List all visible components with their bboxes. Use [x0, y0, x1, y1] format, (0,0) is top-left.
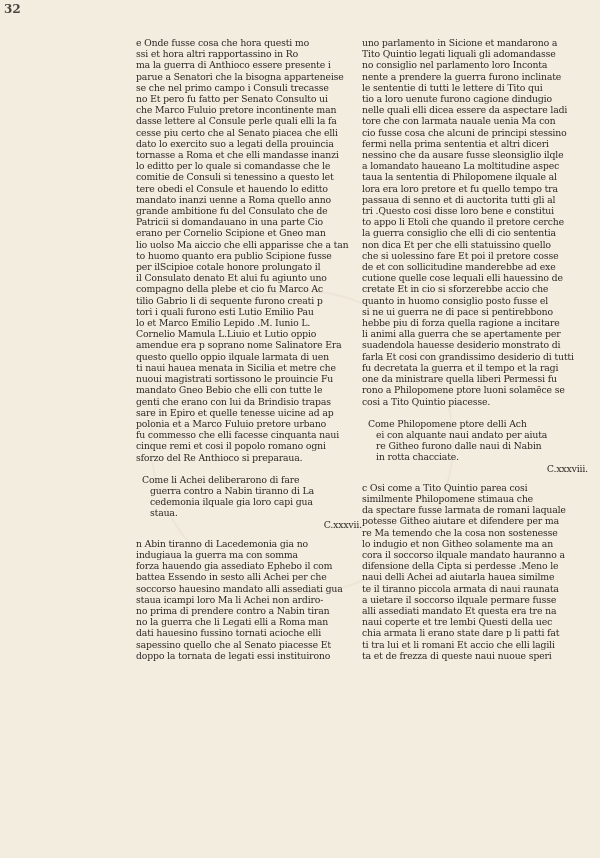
text-line: hebbe piu di forza quella ragione a incitare [362, 318, 560, 330]
text-line: cesse piu certo che al Senato piacea che elli [136, 127, 338, 139]
text-line: tere obedi el Consule et hauendo lo editto [136, 183, 328, 195]
text-line: cutione quelle cose lequali elli hauessino de [362, 273, 563, 285]
text-line: ti naui hauea menata in Sicilia et metre che [136, 362, 336, 374]
text-line: ma la guerra di Anthioco essere presente i [136, 60, 331, 72]
text-line: no la guerra che li Legati elli a Roma man [136, 617, 329, 629]
text-line: la guerra consiglio che elli di cio sententia [362, 228, 556, 240]
text-line: re Ma temendo che la cosa non sostenesse [362, 527, 558, 539]
text-line: nente a prendere la guerra furono inclinate [362, 71, 562, 83]
text-line: potesse Githeo aiutare et difendere per ma [362, 516, 559, 528]
text-line: non dica Et per che elli statuissino quello [362, 239, 551, 251]
text-line: to appo li Etoli che quando il pretore cerche [362, 217, 564, 229]
text-line: polonia et a Marco Fuluio pretore urbano [136, 418, 327, 430]
text-line: nelle quali elli dicea essere da aspectare ladi [362, 105, 568, 117]
text-line: Cornelio Mamula L.Liuio et Lutio oppio [136, 329, 317, 341]
text-line: c Osi come a Tito Quintio parea cosi [362, 482, 528, 494]
text-line: cosi a Tito Quintio piacesse. [362, 396, 491, 408]
text-line: fu commesso che elli facesse cinquanta naui [136, 430, 340, 442]
heading-line: staua. [150, 508, 178, 520]
text-line: farla Et cosi con grandissimo desiderio di tutti [362, 351, 574, 363]
right-paragraph-2 [362, 483, 594, 662]
text-line: ti tra lui et li romani Et accio che elli lagili [362, 639, 555, 651]
text-line: suadendola hauesse desiderio monstrato di [362, 340, 561, 352]
text-line: comitie de Consuli si tenessino a questo let [136, 172, 334, 184]
text-line: nuoui magistrati sortissono le prouincie Fu [136, 374, 334, 386]
text-line: per ilScipioe cotale honore prolungato il [136, 262, 321, 274]
text-line: dasse lettere al Consule perle quali elli la fa [136, 116, 337, 128]
text-line: forza hauendo gia assediato Ephebo il com [136, 561, 333, 573]
text-line: lora era loro pretore et fu quello tempo tra [362, 183, 558, 195]
text-line: genti che erano con lui da Brindisio trapas [136, 396, 331, 408]
text-line: compagno della plebe et cio fu Marco Ac [136, 284, 323, 296]
text-line: a uietare il soccorso ilquale permare fusse [362, 594, 557, 606]
heading-line: re Githeo furono dalle naui di Nabin [376, 441, 542, 453]
text-line: fermi nella prima sententia et altri diceri [362, 138, 549, 150]
text-line: one da ministrare quella liberi Permessi fu [362, 374, 557, 386]
text-line: grande ambitione fu del Consulato che de [136, 206, 328, 218]
text-line: lo et Marco Emilio Lepido .M. Iunio L. [136, 318, 311, 330]
text-line: no Et pero fu fatto per Senato Consulto ui [136, 94, 328, 106]
text-line: e Onde fusse cosa che hora questi mo [136, 38, 310, 49]
text-line: che Marco Fuluio pretore incontinente man [136, 105, 337, 117]
text-line: cinque remi et cosi il popolo romano ogni [136, 441, 326, 453]
text-line: n Abin tiranno di Lacedemonia gia no [136, 538, 308, 550]
text-line: no consiglio nel parlamento loro Inconta [362, 60, 548, 72]
text-line: naui coperte et tre lembi Questi della uec [362, 617, 553, 629]
folio-number: 32 [4, 2, 21, 16]
text-line: amendue era p soprano nome Salinatore Era [136, 340, 342, 352]
text-line: ssi et hora altri rapportassino in Ro [136, 49, 299, 61]
text-line: tori i quali furono esti Lutio Emilio Pau [136, 306, 314, 318]
text-line: si ne ui guerra ne di pace si pentirebbono [362, 306, 553, 318]
text-line: te il tiranno piccola armata di naui raunata [362, 583, 559, 595]
text-line: taua la sententia di Philopomene ilquale al [362, 172, 557, 184]
text-line: le sententie di tutti le lettere di Tito qui [362, 82, 543, 94]
text-line: similmente Philopomene stimaua che [362, 493, 534, 505]
text-line: passaua di senno et di auctorita tutti gli al [362, 194, 556, 206]
text-line: fu decretata la guerra et il tempo et la ragi [362, 362, 559, 374]
heading-line: Come Philopomene ptore delli Ach [368, 418, 527, 430]
text-line: dati hauesino fussino tornati acioche elli [136, 628, 322, 640]
heading-line: in rotta chacciate. [376, 452, 459, 464]
text-line: no prima di prendere contro a Nabin tiran [136, 605, 330, 617]
right-paragraph-1 [362, 38, 594, 408]
text-line: questo quello oppio ilquale larmata di uen [136, 351, 329, 363]
text-line: tornasse a Roma et che elli mandasse inanzi [136, 150, 339, 162]
text-line: lo indugio et non Githeo solamente ma an [362, 538, 554, 550]
text-line: che si uolessino fare Et poi il pretore cosse [362, 250, 559, 262]
text-line: nessino che da ausare fusse sleonsiglio ilqle [362, 150, 564, 162]
text-line: chia armata li erano state dare p li patti fat [362, 628, 560, 640]
text-line: tore che con larmata nauale uenia Ma con [362, 116, 556, 128]
text-line: da spectare fusse larmata de romani laquale [362, 505, 566, 517]
text-line: sforzo del Re Anthioco si preparaua. [136, 452, 303, 464]
text-line: il Consulato denato Et alui fu agiunto uno [136, 273, 327, 285]
text-line: lo editto per lo quale si comandasse che le [136, 161, 331, 173]
text-line: dato lo exercito suo a legati della prouincia [136, 138, 334, 150]
text-line: se che nel primo campo i Consuli trecasse [136, 82, 329, 94]
text-line: a lomandato haueano La moltitudine aspec [362, 161, 560, 173]
text-line: to huomo quanto era publio Scipione fusse [136, 250, 332, 262]
right-column [362, 38, 594, 662]
heading-line: guerra contro a Nabin tiranno di La [150, 485, 314, 497]
text-line: erano per Cornelio Scipione et Gneo man [136, 228, 326, 240]
text-line: cio fusse cosa che alcuni de principi stessino [362, 127, 567, 139]
text-line: quanto in huomo consiglio posto fusse el [362, 295, 549, 307]
right-chapter-heading [368, 419, 594, 475]
text-line: cretate Et in cio si sforzerebbe accio che [362, 284, 549, 296]
text-line: difensione della Cipta si perdesse .Meno le [362, 561, 559, 573]
text-line: sapessino quello che al Senato piacesse Et [136, 639, 331, 651]
text-line: li animi alla guerra che se apertamente per [362, 329, 561, 341]
text-line: tilio Gabrio li di sequente furono creati p [136, 295, 323, 307]
text-line: ta et de frezza di queste naui nuoue speri [362, 650, 552, 662]
text-line: tri .Questo cosi disse loro bene e constitui [362, 206, 554, 218]
text-line: naui delli Achei ad aiutarla hauea similme [362, 572, 555, 584]
heading-line: C.xxxvii. [323, 519, 362, 531]
left-paragraph-1 [136, 38, 368, 464]
left-paragraph-2 [136, 539, 368, 662]
heading-line: C.xxxviii. [546, 463, 588, 475]
text-line: Tito Quintio legati liquali gli adomandasse [362, 49, 556, 61]
heading-line: cedemonia ilquale gia loro capi gua [150, 497, 313, 509]
text-line: indugiaua la guerra ma con somma [136, 549, 298, 561]
text-line: battea Essendo in sesto alli Achei per che [136, 572, 327, 584]
text-line: parue a Senatori che la bisogna apparteneise [136, 71, 344, 83]
text-line: staua icampi loro Ma li Achei non ardiro- [136, 594, 324, 606]
text-line: de et con sollicitudine manderebbe ad exe [362, 262, 556, 274]
text-line: rono a Philopomene ptore luoni solamēce se [362, 385, 565, 397]
left-column [136, 38, 368, 662]
text-line: sare in Epiro et quelle tenesse uicine ad ap [136, 407, 334, 419]
heading-line: ei con alquante naui andato per aiuta [376, 429, 548, 441]
text-line: doppo la tornata de legati essi instituirono [136, 650, 331, 662]
text-line: cora il soccorso ilquale mandato hauranno a [362, 549, 565, 561]
text-line: uno parlamento in Sicione et mandarono a [362, 38, 558, 49]
text-line: Patricii si domandauano in una parte Cio [136, 217, 324, 229]
text-line: mandato inanzi uenne a Roma quello anno [136, 194, 331, 206]
text-line: alli assediati mandato Et questa era tre na [362, 605, 557, 617]
heading-line: Come li Achei deliberarono di fare [142, 474, 300, 486]
text-line: lio uolso Ma aiccio che elli apparisse che a tan [136, 239, 349, 251]
text-line: mandato Gneo Bebio che elli con tutte le [136, 385, 323, 397]
text-line: soccorso hauesino mandato alli assediati gua [136, 583, 343, 595]
left-chapter-heading [142, 475, 368, 531]
text-line: tio a loro uenute furono cagione dindugio [362, 94, 552, 106]
